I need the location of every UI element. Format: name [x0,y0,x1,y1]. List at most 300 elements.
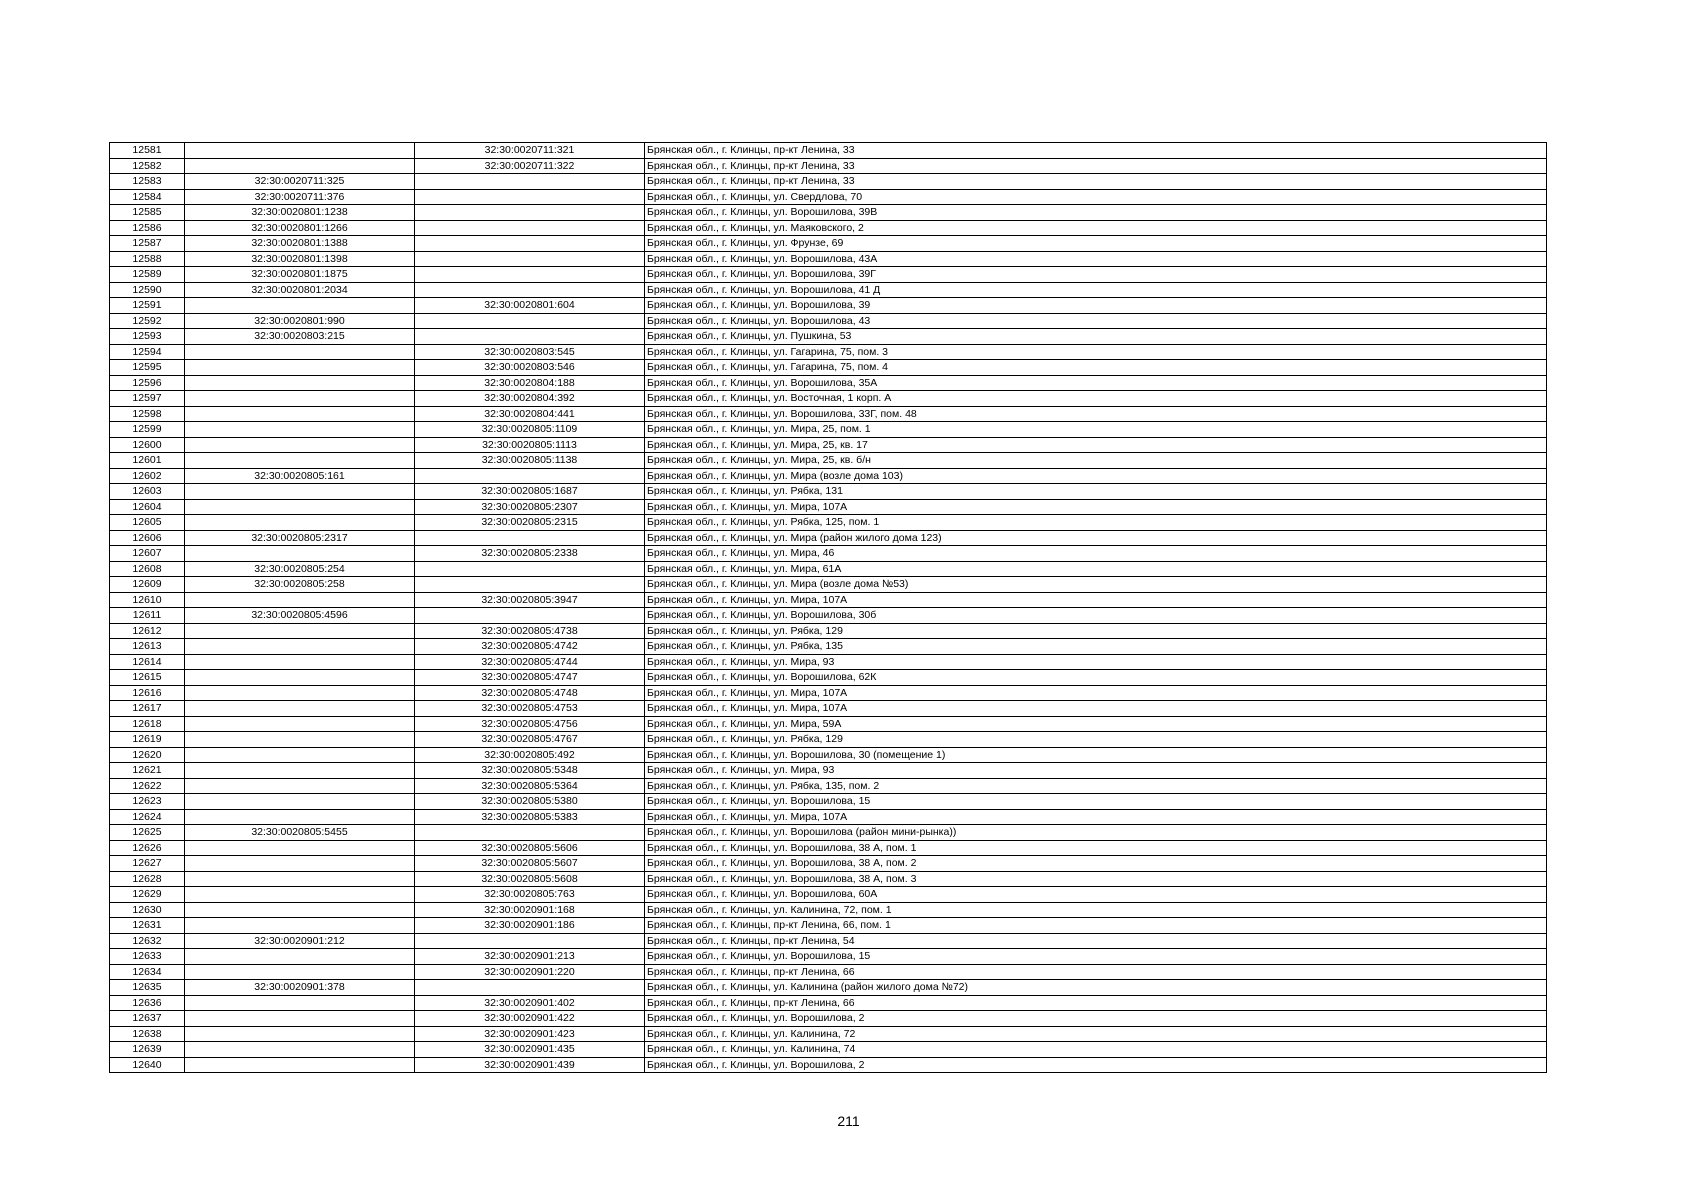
table-row [110,484,1547,500]
table-row [110,360,1547,376]
row-number-cell: 12606 [110,530,185,546]
row-number-cell: 12595 [110,360,185,376]
cadastral-number-cell-b: 32:30:0020901:402 [415,995,645,1011]
row-number-cell: 12592 [110,313,185,329]
cadastral-number-cell-a: 32:30:0020801:1398 [185,251,415,267]
cadastral-number-cell-a [185,515,415,531]
row-number-cell: 12637 [110,1011,185,1027]
table-row [110,515,1547,531]
table-row [110,608,1547,624]
cadastral-number-cell-a [185,902,415,918]
table-row [110,437,1547,453]
table-row [110,546,1547,562]
table-row [110,174,1547,190]
cadastral-number-cell-a [185,437,415,453]
address-cell: Брянская обл., г. Клинцы, ул. Мира, 59А [645,716,1547,732]
address-cell: Брянская обл., г. Клинцы, ул. Мира, 25, кв. б/н [645,453,1547,469]
address-cell: Брянская обл., г. Клинцы, ул. Ворошилова, 33Г, пом. 48 [645,406,1547,422]
address-cell: Брянская обл., г. Клинцы, ул. Рябка, 129 [645,623,1547,639]
table-row [110,406,1547,422]
row-number-cell: 12610 [110,592,185,608]
cadastral-number-cell-a [185,158,415,174]
registry-table [109,142,1547,1073]
cadastral-number-cell-b: 32:30:0020805:2315 [415,515,645,531]
row-number-cell: 12602 [110,468,185,484]
row-number-cell: 12633 [110,949,185,965]
row-number-cell: 12636 [110,995,185,1011]
cadastral-number-cell-b: 32:30:0020711:322 [415,158,645,174]
table-row [110,499,1547,515]
address-cell: Брянская обл., г. Клинцы, ул. Ворошилова, 39Г [645,267,1547,283]
row-number-cell: 12596 [110,375,185,391]
cadastral-number-cell-a: 32:30:0020803:215 [185,329,415,345]
table-row [110,809,1547,825]
cadastral-number-cell-b: 32:30:0020805:1138 [415,453,645,469]
table-row [110,267,1547,283]
table-row [110,825,1547,841]
table-row [110,670,1547,686]
address-cell: Брянская обл., г. Клинцы, ул. Ворошилова, 38 А, пом. 3 [645,871,1547,887]
cadastral-number-cell-a: 32:30:0020711:376 [185,189,415,205]
table-row [110,143,1547,159]
cadastral-number-cell-b [415,608,645,624]
address-cell: Брянская обл., г. Клинцы, ул. Пушкина, 53 [645,329,1547,345]
address-cell: Брянская обл., г. Клинцы, ул. Ворошилова, 2 [645,1011,1547,1027]
cadastral-number-cell-b: 32:30:0020804:441 [415,406,645,422]
cadastral-number-cell-b: 32:30:0020805:1687 [415,484,645,500]
table-row [110,902,1547,918]
row-number-cell: 12635 [110,980,185,996]
cadastral-number-cell-b: 32:30:0020805:4756 [415,716,645,732]
table-row [110,530,1547,546]
cadastral-number-cell-b: 32:30:0020805:5383 [415,809,645,825]
cadastral-number-cell-b: 32:30:0020805:4767 [415,732,645,748]
row-number-cell: 12638 [110,1026,185,1042]
cadastral-number-cell-a [185,887,415,903]
table-row [110,468,1547,484]
cadastral-number-cell-b: 32:30:0020805:763 [415,887,645,903]
address-cell: Брянская обл., г. Клинцы, ул. Калинина, 72, пом. 1 [645,902,1547,918]
table-row [110,871,1547,887]
cadastral-number-cell-a [185,995,415,1011]
cadastral-number-cell-a [185,809,415,825]
cadastral-number-cell-a: 32:30:0020801:1238 [185,205,415,221]
cadastral-number-cell-a [185,1042,415,1058]
cadastral-number-cell-b: 32:30:0020711:321 [415,143,645,159]
cadastral-number-cell-a: 32:30:0020901:378 [185,980,415,996]
address-cell: Брянская обл., г. Клинцы, ул. Мира (район жилого дома 123) [645,530,1547,546]
cadastral-number-cell-b: 32:30:0020805:5607 [415,856,645,872]
address-cell: Брянская обл., г. Клинцы, ул. Мира (возле дома №53) [645,577,1547,593]
cadastral-number-cell-a [185,499,415,515]
row-number-cell: 12626 [110,840,185,856]
cadastral-number-cell-a: 32:30:0020805:2317 [185,530,415,546]
cadastral-number-cell-b [415,933,645,949]
address-cell: Брянская обл., г. Клинцы, ул. Калинина, 74 [645,1042,1547,1058]
address-cell: Брянская обл., г. Клинцы, ул. Рябка, 131 [645,484,1547,500]
row-number-cell: 12587 [110,236,185,252]
address-cell: Брянская обл., г. Клинцы, ул. Ворошилова, 2 [645,1057,1547,1073]
cadastral-number-cell-b [415,205,645,221]
cadastral-number-cell-b: 32:30:0020805:4747 [415,670,645,686]
table-row [110,205,1547,221]
row-number-cell: 12615 [110,670,185,686]
cadastral-number-cell-a: 32:30:0020805:4596 [185,608,415,624]
address-cell: Брянская обл., г. Клинцы, ул. Фрунзе, 69 [645,236,1547,252]
row-number-cell: 12601 [110,453,185,469]
table-row [110,391,1547,407]
cadastral-number-cell-a: 32:30:0020801:1266 [185,220,415,236]
cadastral-number-cell-a: 32:30:0020801:2034 [185,282,415,298]
table-row [110,561,1547,577]
table-row [110,685,1547,701]
cadastral-number-cell-a: 32:30:0020805:254 [185,561,415,577]
cadastral-number-cell-a [185,747,415,763]
cadastral-number-cell-a [185,375,415,391]
address-cell: Брянская обл., г. Клинцы, ул. Ворошилова, 30 (помещение 1) [645,747,1547,763]
cadastral-number-cell-b: 32:30:0020901:435 [415,1042,645,1058]
row-number-cell: 12620 [110,747,185,763]
table-row [110,189,1547,205]
address-cell: Брянская обл., г. Клинцы, ул. Калинина, 72 [645,1026,1547,1042]
address-cell: Брянская обл., г. Клинцы, ул. Мира (возле дома 103) [645,468,1547,484]
cadastral-number-cell-b: 32:30:0020901:186 [415,918,645,934]
table-row [110,422,1547,438]
row-number-cell: 12612 [110,623,185,639]
address-cell: Брянская обл., г. Клинцы, ул. Мира, 93 [645,654,1547,670]
cadastral-number-cell-a [185,298,415,314]
table-row [110,375,1547,391]
cadastral-number-cell-b: 32:30:0020805:4753 [415,701,645,717]
row-number-cell: 12613 [110,639,185,655]
cadastral-number-cell-a [185,391,415,407]
row-number-cell: 12599 [110,422,185,438]
address-cell: Брянская обл., г. Клинцы, ул. Рябка, 129 [645,732,1547,748]
cadastral-number-cell-a [185,871,415,887]
cadastral-number-cell-b [415,174,645,190]
address-cell: Брянская обл., г. Клинцы, ул. Ворошилова, 30б [645,608,1547,624]
table-row [110,980,1547,996]
row-number-cell: 12597 [110,391,185,407]
table-row [110,840,1547,856]
cadastral-number-cell-b [415,189,645,205]
row-number-cell: 12639 [110,1042,185,1058]
table-row [110,623,1547,639]
row-number-cell: 12608 [110,561,185,577]
table-row [110,964,1547,980]
cadastral-number-cell-a [185,453,415,469]
cadastral-number-cell-b: 32:30:0020803:546 [415,360,645,376]
cadastral-number-cell-a [185,716,415,732]
cadastral-number-cell-b: 32:30:0020805:4738 [415,623,645,639]
row-number-cell: 12632 [110,933,185,949]
address-cell: Брянская обл., г. Клинцы, ул. Мира, 61А [645,561,1547,577]
address-cell: Брянская обл., г. Клинцы, пр-кт Ленина, 33 [645,158,1547,174]
table-row [110,298,1547,314]
address-cell: Брянская обл., г. Клинцы, пр-кт Ленина, 33 [645,174,1547,190]
cadastral-number-cell-b [415,530,645,546]
table-row [110,313,1547,329]
table-row [110,856,1547,872]
table-row [110,251,1547,267]
table-row [110,236,1547,252]
address-cell: Брянская обл., г. Клинцы, ул. Рябка, 135 [645,639,1547,655]
address-cell: Брянская обл., г. Клинцы, ул. Рябка, 135, пом. 2 [645,778,1547,794]
cadastral-number-cell-a [185,701,415,717]
cadastral-number-cell-b [415,220,645,236]
registry-table-body [110,143,1547,1073]
address-cell: Брянская обл., г. Клинцы, пр-кт Ленина, 66 [645,964,1547,980]
address-cell: Брянская обл., г. Клинцы, пр-кт Ленина, 54 [645,933,1547,949]
cadastral-number-cell-a [185,685,415,701]
address-cell: Брянская обл., г. Клинцы, ул. Ворошилова, 62К [645,670,1547,686]
row-number-cell: 12605 [110,515,185,531]
cadastral-number-cell-a [185,639,415,655]
address-cell: Брянская обл., г. Клинцы, ул. Гагарина, 75, пом. 3 [645,344,1547,360]
address-cell: Брянская обл., г. Клинцы, ул. Свердлова, 70 [645,189,1547,205]
row-number-cell: 12624 [110,809,185,825]
cadastral-number-cell-a [185,763,415,779]
row-number-cell: 12640 [110,1057,185,1073]
cadastral-number-cell-a [185,778,415,794]
cadastral-number-cell-b: 32:30:0020805:1113 [415,437,645,453]
cadastral-number-cell-b: 32:30:0020901:423 [415,1026,645,1042]
cadastral-number-cell-b: 32:30:0020805:2338 [415,546,645,562]
cadastral-number-cell-a [185,406,415,422]
cadastral-number-cell-b: 32:30:0020805:4742 [415,639,645,655]
row-number-cell: 12590 [110,282,185,298]
row-number-cell: 12607 [110,546,185,562]
row-number-cell: 12609 [110,577,185,593]
address-cell: Брянская обл., г. Клинцы, ул. Калинина (район жилого дома №72) [645,980,1547,996]
row-number-cell: 12600 [110,437,185,453]
cadastral-number-cell-a [185,732,415,748]
table-row [110,794,1547,810]
table-row [110,654,1547,670]
address-cell: Брянская обл., г. Клинцы, ул. Мира, 107А [645,701,1547,717]
cadastral-number-cell-b: 32:30:0020901:220 [415,964,645,980]
address-cell: Брянская обл., г. Клинцы, ул. Ворошилова, 41 Д [645,282,1547,298]
table-row [110,1057,1547,1073]
cadastral-number-cell-b [415,313,645,329]
table-row [110,158,1547,174]
address-cell: Брянская обл., г. Клинцы, ул. Ворошилова, 15 [645,794,1547,810]
table-row [110,639,1547,655]
address-cell: Брянская обл., г. Клинцы, ул. Мира, 25, кв. 17 [645,437,1547,453]
cadastral-number-cell-a [185,1057,415,1073]
table-row [110,747,1547,763]
cadastral-number-cell-b: 32:30:0020901:422 [415,1011,645,1027]
cadastral-number-cell-b: 32:30:0020805:5608 [415,871,645,887]
cadastral-number-cell-b [415,251,645,267]
table-row [110,763,1547,779]
cadastral-number-cell-b [415,468,645,484]
cadastral-number-cell-b: 32:30:0020805:492 [415,747,645,763]
address-cell: Брянская обл., г. Клинцы, ул. Мира, 25, пом. 1 [645,422,1547,438]
row-number-cell: 12623 [110,794,185,810]
table-row [110,1026,1547,1042]
row-number-cell: 12593 [110,329,185,345]
address-cell: Брянская обл., г. Клинцы, ул. Ворошилова, 39 [645,298,1547,314]
address-cell: Брянская обл., г. Клинцы, ул. Ворошилова, 60А [645,887,1547,903]
row-number-cell: 12630 [110,902,185,918]
address-cell: Брянская обл., г. Клинцы, ул. Восточная, 1 корп. А [645,391,1547,407]
table-row [110,778,1547,794]
cadastral-number-cell-a [185,1026,415,1042]
address-cell: Брянская обл., г. Клинцы, ул. Мира, 93 [645,763,1547,779]
address-cell: Брянская обл., г. Клинцы, ул. Мира, 107А [645,809,1547,825]
row-number-cell: 12594 [110,344,185,360]
row-number-cell: 12631 [110,918,185,934]
cadastral-number-cell-b: 32:30:0020805:5606 [415,840,645,856]
cadastral-number-cell-b [415,980,645,996]
cadastral-number-cell-b: 32:30:0020901:439 [415,1057,645,1073]
cadastral-number-cell-b: 32:30:0020805:3947 [415,592,645,608]
cadastral-number-cell-a [185,143,415,159]
cadastral-number-cell-a [185,918,415,934]
cadastral-number-cell-a: 32:30:0020805:161 [185,468,415,484]
cadastral-number-cell-a [185,344,415,360]
row-number-cell: 12619 [110,732,185,748]
table-row [110,949,1547,965]
cadastral-number-cell-b: 32:30:0020901:213 [415,949,645,965]
page-number: 211 [837,1113,860,1129]
address-cell: Брянская обл., г. Клинцы, ул. Ворошилова, 43А [645,251,1547,267]
table-row [110,453,1547,469]
row-number-cell: 12634 [110,964,185,980]
row-number-cell: 12589 [110,267,185,283]
row-number-cell: 12625 [110,825,185,841]
address-cell: Брянская обл., г. Клинцы, ул. Гагарина, 75, пом. 4 [645,360,1547,376]
table-row [110,344,1547,360]
cadastral-number-cell-a [185,592,415,608]
cadastral-number-cell-a: 32:30:0020801:1875 [185,267,415,283]
cadastral-number-cell-b [415,329,645,345]
row-number-cell: 12614 [110,654,185,670]
address-cell: Брянская обл., г. Клинцы, ул. Мира, 107А [645,499,1547,515]
address-cell: Брянская обл., г. Клинцы, ул. Мира, 46 [645,546,1547,562]
cadastral-number-cell-b: 32:30:0020805:5364 [415,778,645,794]
cadastral-number-cell-b: 32:30:0020804:392 [415,391,645,407]
cadastral-number-cell-b [415,267,645,283]
cadastral-number-cell-a [185,484,415,500]
cadastral-number-cell-a [185,623,415,639]
cadastral-number-cell-b: 32:30:0020805:5348 [415,763,645,779]
table-row [110,887,1547,903]
table-row [110,1042,1547,1058]
address-cell: Брянская обл., г. Клинцы, ул. Ворошилова, 35А [645,375,1547,391]
row-number-cell: 12591 [110,298,185,314]
address-cell: Брянская обл., г. Клинцы, ул. Ворошилова (район мини-рынка)) [645,825,1547,841]
row-number-cell: 12583 [110,174,185,190]
table-row [110,933,1547,949]
address-cell: Брянская обл., г. Клинцы, ул. Мира, 107А [645,592,1547,608]
cadastral-number-cell-a: 32:30:0020801:990 [185,313,415,329]
cadastral-number-cell-a: 32:30:0020901:212 [185,933,415,949]
row-number-cell: 12586 [110,220,185,236]
row-number-cell: 12628 [110,871,185,887]
cadastral-number-cell-a: 32:30:0020805:258 [185,577,415,593]
cadastral-number-cell-b: 32:30:0020801:604 [415,298,645,314]
row-number-cell: 12584 [110,189,185,205]
cadastral-number-cell-a [185,794,415,810]
cadastral-number-cell-a [185,856,415,872]
cadastral-number-cell-b: 32:30:0020804:188 [415,375,645,391]
cadastral-number-cell-b: 32:30:0020805:5380 [415,794,645,810]
address-cell: Брянская обл., г. Клинцы, ул. Ворошилова, 43 [645,313,1547,329]
row-number-cell: 12618 [110,716,185,732]
address-cell: Брянская обл., г. Клинцы, ул. Ворошилова, 15 [645,949,1547,965]
row-number-cell: 12622 [110,778,185,794]
cadastral-number-cell-a [185,1011,415,1027]
cadastral-number-cell-a [185,840,415,856]
cadastral-number-cell-a [185,546,415,562]
table-row [110,577,1547,593]
row-number-cell: 12588 [110,251,185,267]
table-row [110,282,1547,298]
row-number-cell: 12603 [110,484,185,500]
cadastral-number-cell-b [415,577,645,593]
row-number-cell: 12616 [110,685,185,701]
table-row [110,220,1547,236]
address-cell: Брянская обл., г. Клинцы, ул. Маяковского, 2 [645,220,1547,236]
table-row [110,592,1547,608]
address-cell: Брянская обл., г. Клинцы, ул. Рябка, 125, пом. 1 [645,515,1547,531]
row-number-cell: 12581 [110,143,185,159]
address-cell: Брянская обл., г. Клинцы, ул. Мира, 107А [645,685,1547,701]
table-row [110,995,1547,1011]
address-cell: Брянская обл., г. Клинцы, ул. Ворошилова, 39В [645,205,1547,221]
cadastral-number-cell-b: 32:30:0020805:1109 [415,422,645,438]
cadastral-number-cell-b [415,236,645,252]
table-row [110,918,1547,934]
table-row [110,1011,1547,1027]
cadastral-number-cell-b [415,825,645,841]
cadastral-number-cell-b [415,282,645,298]
cadastral-number-cell-a [185,654,415,670]
address-cell: Брянская обл., г. Клинцы, ул. Ворошилова, 38 А, пом. 1 [645,840,1547,856]
cadastral-number-cell-a [185,422,415,438]
row-number-cell: 12585 [110,205,185,221]
row-number-cell: 12627 [110,856,185,872]
address-cell: Брянская обл., г. Клинцы, пр-кт Ленина, 66 [645,995,1547,1011]
address-cell: Брянская обл., г. Клинцы, ул. Ворошилова, 38 А, пом. 2 [645,856,1547,872]
row-number-cell: 12629 [110,887,185,903]
address-cell: Брянская обл., г. Клинцы, пр-кт Ленина, 66, пом. 1 [645,918,1547,934]
table-row [110,732,1547,748]
row-number-cell: 12617 [110,701,185,717]
cadastral-number-cell-a [185,949,415,965]
cadastral-number-cell-b: 32:30:0020805:4744 [415,654,645,670]
cadastral-number-cell-a: 32:30:0020711:325 [185,174,415,190]
row-number-cell: 12582 [110,158,185,174]
cadastral-number-cell-a: 32:30:0020801:1388 [185,236,415,252]
cadastral-number-cell-a [185,360,415,376]
row-number-cell: 12604 [110,499,185,515]
table-row [110,329,1547,345]
cadastral-number-cell-b [415,561,645,577]
cadastral-number-cell-b: 32:30:0020805:4748 [415,685,645,701]
row-number-cell: 12598 [110,406,185,422]
row-number-cell: 12611 [110,608,185,624]
cadastral-number-cell-b: 32:30:0020805:2307 [415,499,645,515]
table-row [110,716,1547,732]
cadastral-number-cell-a: 32:30:0020805:5455 [185,825,415,841]
cadastral-number-cell-b: 32:30:0020803:545 [415,344,645,360]
address-cell: Брянская обл., г. Клинцы, пр-кт Ленина, 33 [645,143,1547,159]
row-number-cell: 12621 [110,763,185,779]
cadastral-number-cell-a [185,964,415,980]
